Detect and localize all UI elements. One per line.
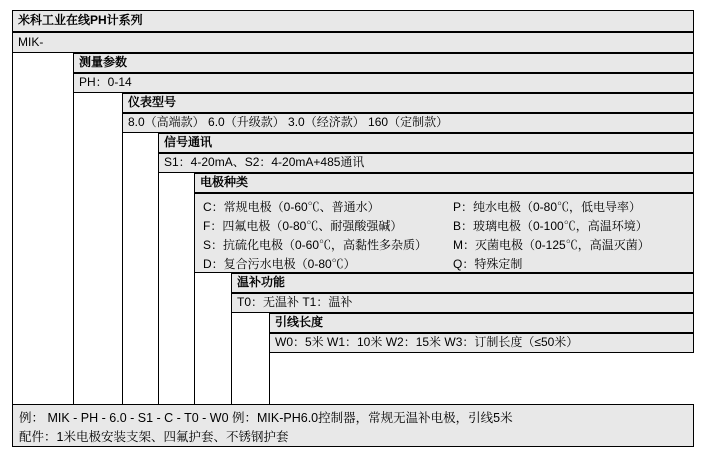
section-header-measurement-label: 测量参数 [79, 55, 128, 70]
section-content-temp-comp [231, 293, 694, 313]
section-content-model [122, 113, 694, 133]
connector-line-electrode [194, 273, 195, 404]
footer-note-box [12, 404, 694, 447]
section-content-signal [158, 153, 694, 173]
section-header-measurement [73, 53, 694, 73]
electrode-option-left: F：四氟电极（0-80℃、耐强酸强碱） [203, 218, 403, 233]
model-prefix-box [12, 32, 694, 53]
connector-line-temp-comp [231, 313, 232, 404]
product-title-box [12, 10, 694, 32]
model-prefix-label: MIK- [18, 34, 44, 49]
electrode-option-right: B：玻璃电极（0-100℃，高温环境） [453, 218, 648, 233]
footer-accessories: 配件：1米电极安装支架、四氟护套、不锈钢护套 [19, 430, 289, 445]
connector-line-prefix [12, 53, 13, 404]
section-content-temp-comp-label: T0：无温补 T1：温补 [237, 295, 353, 310]
section-header-model [122, 93, 694, 113]
section-content-cable-length-label: W0：5米 W1：10米 W2：15米 W3：订制长度（≤50米） [275, 335, 579, 350]
section-header-electrode-label: 电极种类 [200, 175, 249, 190]
electrode-row [203, 255, 693, 274]
section-header-signal [158, 133, 694, 153]
section-header-signal-label: 信号通讯 [164, 135, 213, 150]
electrode-row [203, 198, 693, 217]
section-content-measurement-label: PH：0-14 [79, 75, 132, 90]
connector-line-model [122, 133, 123, 404]
electrode-option-left: S：抗硫化电极（0-60℃，高黏性多杂质） [203, 237, 428, 252]
footer-example: 例： MIK - PH - 6.0 - S1 - C - T0 - W0 例：MIK-PH6.0控制器，常规无温补电极，引线5米 [19, 411, 513, 425]
connector-line-cable-length [269, 353, 270, 404]
electrode-option-right: M：灭菌电极（0-125℃，高温灭菌） [453, 237, 650, 252]
section-header-temp-comp-label: 温补功能 [237, 275, 286, 290]
section-header-temp-comp [231, 273, 694, 293]
electrode-row [203, 236, 693, 255]
electrode-option-right: P：纯水电极（0-80℃，低电导率） [453, 199, 642, 214]
connector-line-measurement [73, 93, 74, 404]
connector-line-signal [158, 173, 159, 404]
electrode-option-right: Q：特殊定制 [453, 256, 523, 271]
section-header-cable-length [269, 313, 694, 333]
section-content-measurement [73, 73, 694, 93]
section-header-model-label: 仪表型号 [128, 95, 177, 110]
section-content-model-label: 8.0（高端款） 6.0（升级款） 3.0（经济款） 160（定制款） [128, 115, 449, 130]
electrode-row [203, 217, 693, 236]
product-title: 米科工业在线PH计系列 [18, 13, 143, 28]
section-content-signal-label: S1：4-20mA、S2：4-20mA+485通讯 [164, 155, 365, 170]
section-header-cable-length-label: 引线长度 [275, 315, 324, 330]
section-header-electrode [194, 173, 694, 193]
section-content-electrode [194, 193, 694, 273]
electrode-option-left: C：常规电极（0-60℃、普通水） [203, 199, 380, 214]
section-content-cable-length [269, 333, 694, 353]
electrode-option-left: D：复合污水电极（0-80℃） [203, 256, 356, 271]
